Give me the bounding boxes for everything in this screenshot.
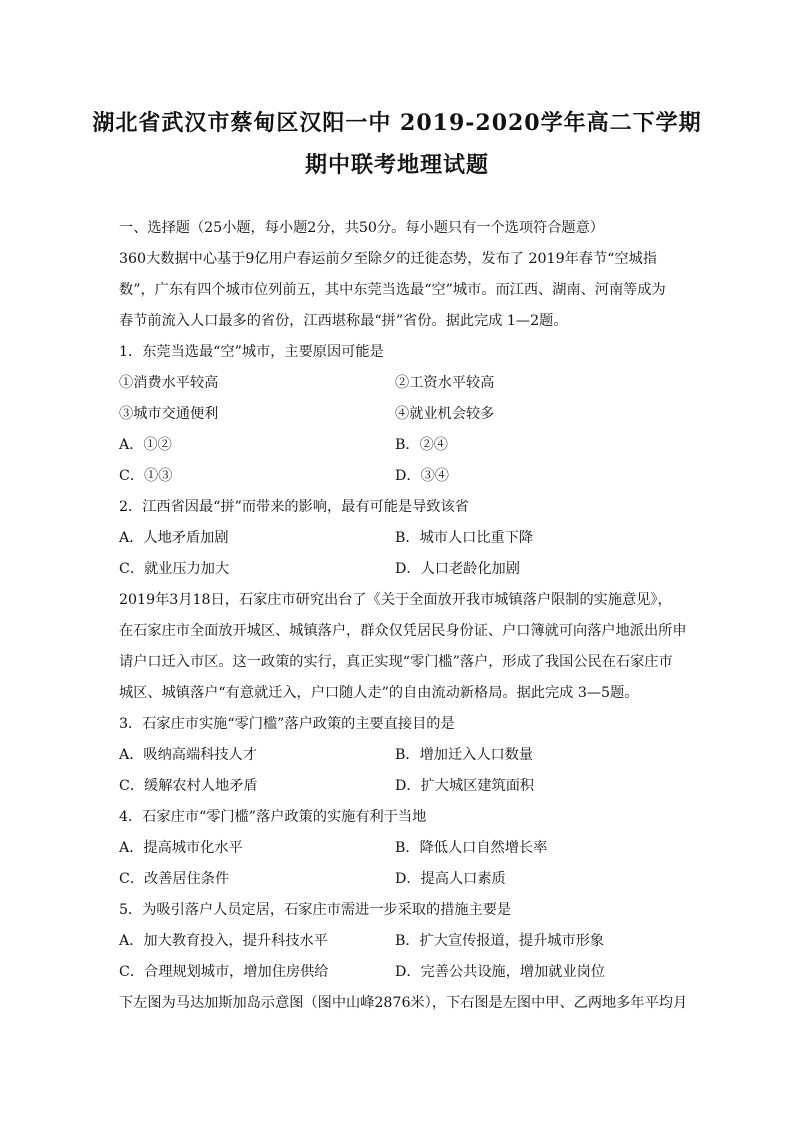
question-stem: 4．石家庄市“零门槛”落户政策的实施有利于当地 [119, 809, 427, 825]
answer-option: A．加大教育投入，提升科技水平 [119, 933, 328, 949]
answer-option: B．②④ [395, 437, 448, 453]
passage-line: 在石家庄市全面放开城区、城镇落户，群众仅凭居民身份证、户口簿就可向落户地派出所申 [119, 623, 687, 639]
answer-option: C．①③ [119, 468, 173, 484]
answer-option: B．降低人口自然增长率 [395, 840, 548, 856]
passage-line: 城区、城镇落户“有意就迁入，户口随人走”的自由流动新格局。据此完成 3—5题。 [119, 685, 639, 701]
question-stem: 2．江西省因最“拼”而带来的影响，最有可能是导致该省 [119, 499, 469, 515]
answer-option: B．增加迁入人口数量 [395, 747, 534, 763]
answer-item: ①消费水平较高 [119, 375, 219, 391]
page-title: 湖北省武汉市蔡甸区汉阳一中 2019-2020学年高二下学期 [92, 110, 702, 136]
answer-option: B．城市人口比重下降 [395, 530, 534, 546]
answer-option: C．缓解农村人地矛盾 [119, 778, 258, 794]
question-stem: 5．为吸引落户人员定居，石家庄市需进一步采取的措施主要是 [119, 902, 512, 918]
question-stem: 3．石家庄市实施“零门槛”落户政策的主要直接目的是 [119, 716, 455, 732]
answer-option: C．改善居住条件 [119, 871, 230, 887]
passage-line: 请户口迁入市区。这一政策的实行，真正实现“零门槛”落户，形成了我国公民在石家庄市 [119, 654, 673, 670]
answer-option: D．提高人口素质 [395, 871, 506, 887]
answer-option: C．合理规划城市，增加住房供给 [119, 964, 329, 980]
answer-option: D．完善公共设施，增加就业岗位 [395, 964, 606, 980]
answer-item: ②工资水平较高 [395, 375, 495, 391]
answer-option: A．提高城市化水平 [119, 840, 243, 856]
page-subtitle: 期中联考地理试题 [304, 152, 489, 178]
answer-option: A．人地矛盾加剧 [119, 530, 229, 546]
answer-item: ④就业机会较多 [395, 406, 495, 422]
answer-option: C．就业压力加大 [119, 561, 230, 577]
answer-item: ③城市交通便利 [119, 406, 219, 422]
section-heading: 一、选择题（25小题，每小题2分，共50分。每小题只有一个选项符合题意） [119, 220, 604, 236]
passage-line: 360大数据中心基于9亿用户春运前夕至除夕的迁徙态势，发布了 2019年春节“空城指 [119, 251, 657, 267]
passage-line: 下左图为马达加斯加岛示意图（图中山峰2876米），下右图是左图中甲、乙两地多年平均月 [119, 995, 688, 1011]
answer-option: D．人口老龄化加剧 [395, 561, 520, 577]
answer-option: D．扩大城区建筑面积 [395, 778, 535, 794]
answer-option: D．③④ [395, 468, 449, 484]
passage-line: 数”，广东有四个城市位列前五，其中东莞当选最“空”城市。而江西、湖南、河南等成为 [119, 282, 666, 298]
passage-line: 春节前流入人口最多的省份，江西堪称最“拼”省份。据此完成 1—2题。 [119, 313, 568, 329]
answer-option: B．扩大宣传报道，提升城市形象 [395, 933, 605, 949]
answer-option: A．①② [119, 437, 172, 453]
passage-line: 2019年3月18日，石家庄市研究出台了《关于全面放开我市城镇落户限制的实施意见》， [119, 592, 672, 608]
answer-option: A．吸纳高端科技人才 [119, 747, 257, 763]
question-stem: 1．东莞当选最“空”城市，主要原因可能是 [119, 344, 384, 360]
